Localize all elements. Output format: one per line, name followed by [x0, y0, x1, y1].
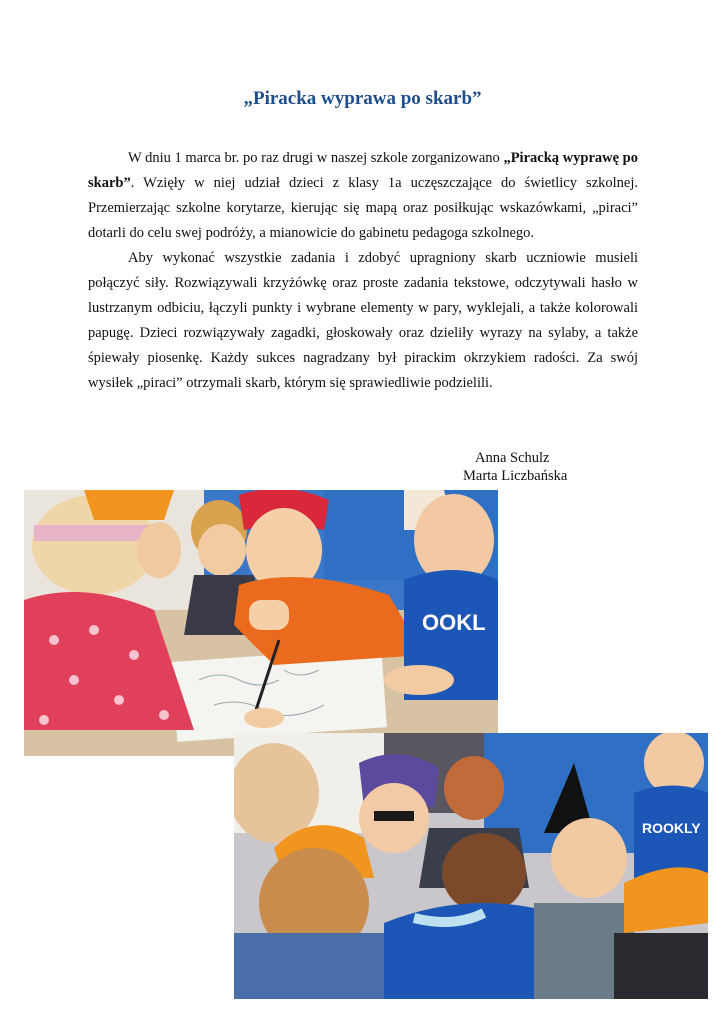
- paragraph-1-lead: W dniu 1 marca br. po raz drugi w naszej szkole zorganizowano: [128, 150, 504, 166]
- page-title: „Piracka wyprawa po skarb”: [243, 88, 482, 109]
- author-1: Anna Schulz: [475, 450, 550, 466]
- photo-children-solving-tasks: [24, 490, 498, 756]
- article-body: [88, 146, 638, 396]
- photo-children-group: [234, 733, 708, 999]
- paragraph-1-rest: . Wzięły w niej udział dzieci z klasy 1a uczęszczające do świetlicy szkolnej. Przemierzając szkolne korytarze, kierując się mapą oraz posiłkując wskazówkami, „piraci” dotarli do celu swej podróży, a mianowicie do gabinetu pedagoga szkolnego.: [88, 175, 638, 241]
- authors-signature: [463, 449, 623, 485]
- paragraph-2: Aby wykonać wszystkie zadania i zdobyć upragniony skarb uczniowie musieli połączyć siły. Rozwiązywali krzyżówkę oraz proste zadania tekstowe, odczytywali hasło w lustrzanym odbiciu, łączyli punkty i wybrane elementy w pary, wyklejali, a także kolorowali papugę. Dzieci rozwiązywały zagadki, głoskowały oraz dzieliły wyrazy na sylaby, a także śpiewały piosenkę. Każdy sukces nagradzany był pirackim okrzykiem radości. Za swój wysiłek „piraci” otrzymali skarb, którym się sprawiedliwie podzielili.: [88, 250, 638, 391]
- svg-text:ROOKLY: ROOKLY: [642, 820, 701, 836]
- svg-text:OOKL: OOKL: [422, 610, 486, 635]
- paragraph-1: [88, 146, 638, 246]
- author-2: Marta Liczbańska: [463, 468, 568, 484]
- paragraph-1-event-name: „Piracką wyprawę po skarb”: [88, 150, 639, 191]
